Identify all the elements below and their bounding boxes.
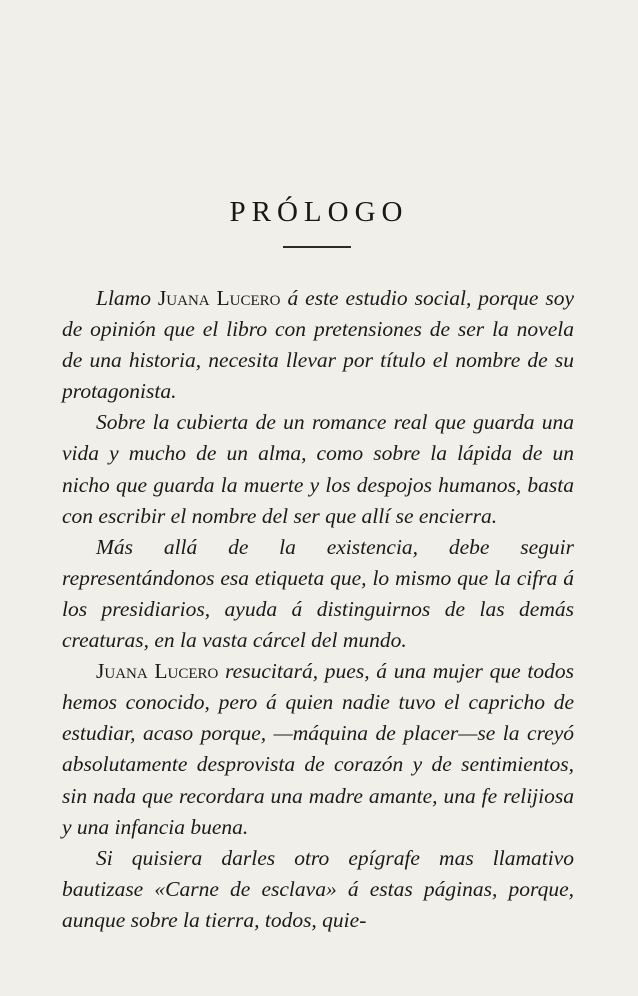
paragraph-2 xyxy=(62,407,574,531)
paragraph-3 xyxy=(62,532,574,656)
author-name: Juana Lucero xyxy=(96,659,219,684)
paragraph-text: á este estudio social, porque soy de opinión que el libro con pretensiones de ser la novela de una historia, necesita llevar por título el nombre de su protagonista. xyxy=(62,286,574,404)
paragraph-4 xyxy=(62,656,574,843)
author-name: Juana Lucero xyxy=(157,286,281,310)
paragraph-text: Más allá de la existencia, debe seguir representándonos esa etiqueta que, lo mismo que la cifra á los presidiarios, ayuda á distinguirnos de las demás creaturas, en la vasta cárcel del mundo. xyxy=(62,534,574,653)
page-title: PRÓLOGO xyxy=(229,196,409,228)
paragraph-lead: Llamo xyxy=(96,286,158,310)
paragraph-text: Sobre la cubierta de un romance real que guarda una vida y mucho de un alma, como sobre la lápida de un nicho que guarda la muerte y los despojos humanos, basta con escribir el nombre del ser que allí se encierra. xyxy=(62,410,574,528)
paragraph-text: Si quisiera darles otro epígrafe mas llamativo bautizase «Carne de esclava» á estas páginas, porque, aunque sobre la tierra, todos, quie- xyxy=(62,845,574,932)
paragraph-1 xyxy=(62,283,574,407)
paragraph-text: resucitará, pues, á una mujer que todos hemos conocido, pero á quien nadie tuvo el capricho de estudiar, acaso porque, —máquina de placer—se la creyó absolutamente desprovista de corazón y de sentimientos, sin nada que recordara una madre amante, una fe relijiosa y una infancia buena. xyxy=(62,659,574,839)
prologue-body xyxy=(62,283,574,936)
title-divider xyxy=(283,246,351,248)
paragraph-5 xyxy=(62,843,574,936)
